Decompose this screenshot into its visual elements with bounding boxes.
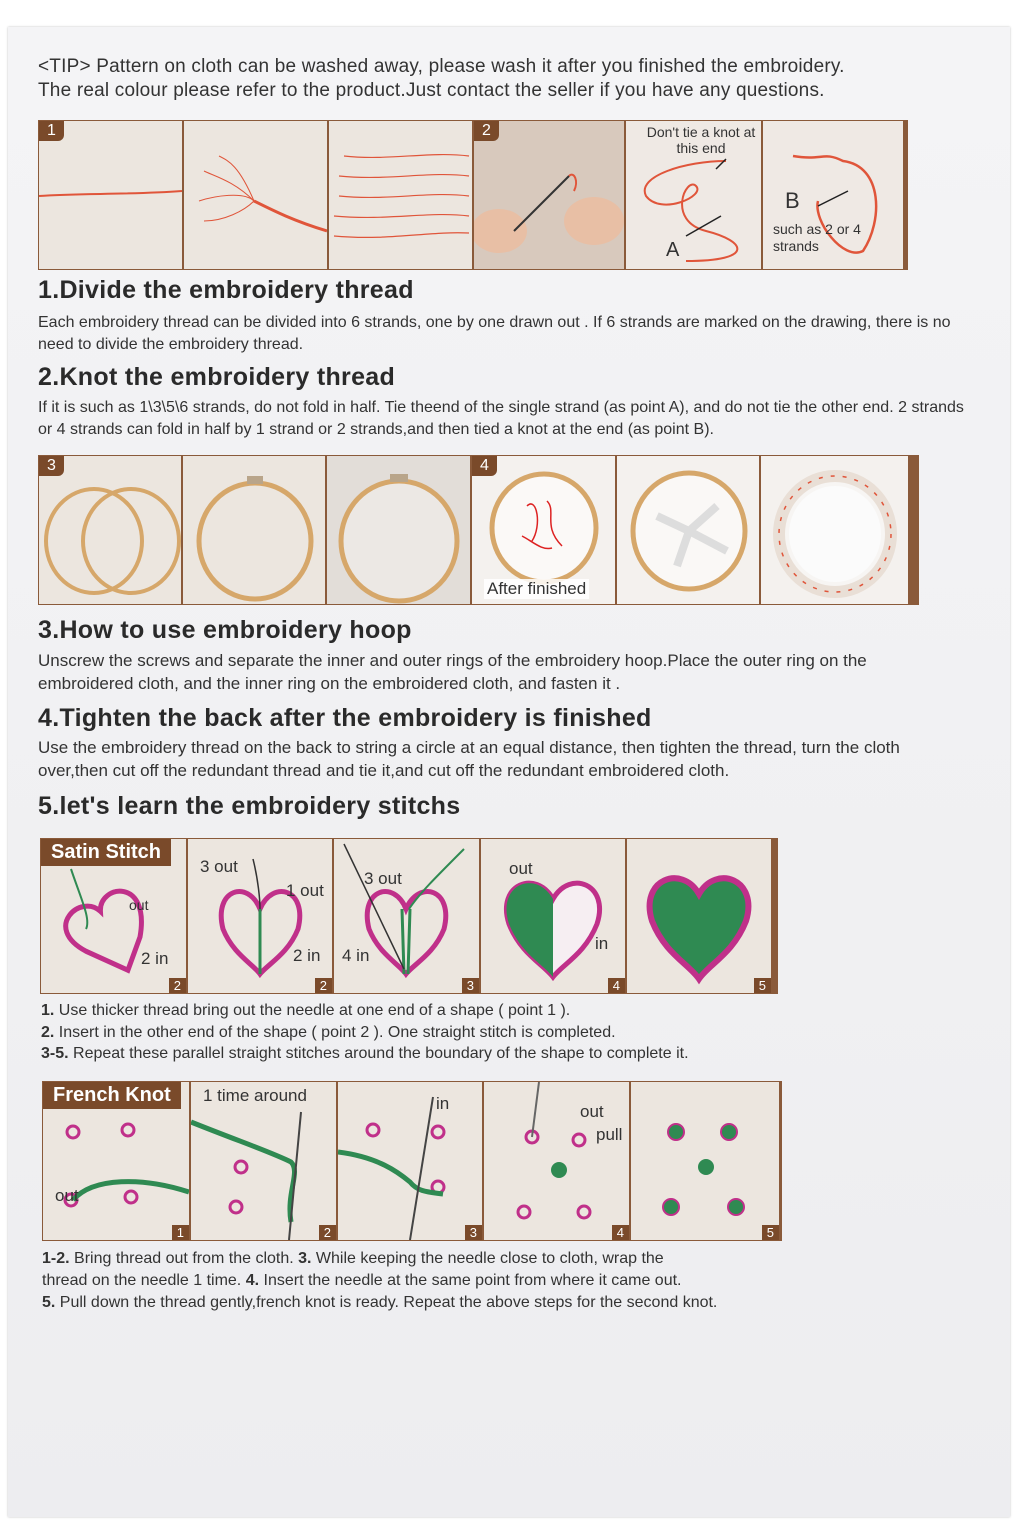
- thread-photo-strip: [38, 120, 908, 270]
- satin-photo-2: [188, 839, 332, 993]
- satin-num-4: 4: [608, 978, 625, 993]
- french-num-2: 2: [319, 1225, 336, 1240]
- satin-2-out1-label: 1 out: [286, 881, 324, 900]
- thread-whole-drawing: [39, 121, 182, 269]
- step-badge-2: 2: [474, 121, 499, 141]
- hoop-rings-drawing: [39, 456, 181, 604]
- french-num-5: 5: [762, 1225, 779, 1240]
- satin-num-5: 5: [754, 978, 771, 993]
- hoop-cloth-drawing: [327, 456, 470, 604]
- photo-knot-a: [626, 121, 761, 269]
- french-t4: Insert the needle at the same point from where it came out.: [259, 1272, 682, 1289]
- french-5-drawing: [631, 1082, 779, 1240]
- satin-num-2: 2: [315, 978, 332, 993]
- french-n12: 1-2.: [42, 1250, 70, 1267]
- photo-back-gathered: [617, 456, 759, 604]
- knot-note: Don't tie a knot at this end: [646, 124, 756, 156]
- step-badge-4: 4: [472, 456, 497, 476]
- satin-stitch-tag: Satin Stitch: [41, 839, 171, 866]
- satin-step-1-num: 1.: [41, 1002, 55, 1019]
- satin-step-1: [41, 1000, 941, 1022]
- hoop-outer-drawing: [183, 456, 325, 604]
- photo-thread-splitting: [184, 121, 327, 269]
- photo-after-finished: [472, 456, 615, 604]
- section1-heading: 1.Divide the embroidery thread: [38, 276, 414, 304]
- photo-threading-needle: [474, 121, 624, 269]
- satin-step-3-text: Repeat these parallel straight stitches around the boundary of the shape to complete it.: [68, 1045, 689, 1062]
- satin-step-1-text: Use thicker thread bring out the needle at one end of a shape ( point 1 ).: [54, 1002, 571, 1019]
- section1-body: Each embroidery thread can be divided into 6 strands, one by one drawn out . If 6 strands are marked on the drawing, there is no need to divide the embroidery thread.: [38, 314, 951, 353]
- french-t3b: thread on the needle 1 time.: [42, 1272, 246, 1289]
- section4-body: Use the embroidery thread on the back to string a circle at an equal distance, then tighten the thread, turn the cloth over,then cut off the redundant thread and tie it,and cut off the redundant embroidered cloth.: [38, 738, 900, 780]
- satin-3-in4-label: 4 in: [342, 946, 370, 965]
- french-1-out-label: out: [55, 1186, 79, 1205]
- french-4-pull-label: pull: [596, 1125, 623, 1144]
- satin-3-out3-label: 3 out: [364, 869, 402, 888]
- satin-1-out-label: out: [129, 897, 149, 913]
- tip-prefix: <TIP>: [38, 56, 91, 77]
- section2-body: If it is such as 1\3\5\6 strands, do not fold in half. Tie theend of the single strand (as point A), and do not tie the other end. 2 strands or 4 strands can fold in half by 1 strand or 2 strands,and then tied a knot at the end (as point B).: [38, 399, 964, 438]
- french-t5: Pull down the thread gently,french knot is ready. Repeat the above steps for the second knot.: [55, 1294, 718, 1311]
- satin-1-in-label: 2 in: [141, 949, 169, 968]
- satin-photo-5: [627, 839, 771, 993]
- point-a-label: A: [666, 239, 680, 261]
- french-photo-3: [338, 1082, 482, 1240]
- photo-knot-b: [763, 121, 903, 269]
- instruction-sheet: [8, 27, 1010, 1517]
- french-3-in-label: in: [436, 1094, 450, 1113]
- satin-step-3: [41, 1043, 941, 1065]
- photo-thread-strands: [329, 121, 472, 269]
- satin-step-2: [41, 1022, 941, 1044]
- french-photo-4: [484, 1082, 629, 1240]
- french-4-drawing: [484, 1082, 629, 1240]
- satin-photo-1: [41, 839, 186, 993]
- satin-3-drawing: [334, 839, 479, 993]
- section4-heading: 4.Tighten the back after the embroidery is finished: [38, 704, 652, 732]
- french-n4: 4.: [245, 1272, 260, 1289]
- french-4-out-label: out: [580, 1102, 604, 1121]
- photo-hoop-outer: [183, 456, 325, 604]
- step-badge-1: 1: [39, 121, 64, 141]
- back-gathered-drawing: [617, 456, 759, 604]
- satin-steps: [41, 1000, 941, 1065]
- satin-step-3-num: 3-5.: [41, 1045, 69, 1062]
- strand-note: such as 2 or 4 strands: [773, 221, 861, 254]
- section2-heading: 2.Knot the embroidery thread: [38, 363, 396, 391]
- french-steps: [42, 1248, 942, 1314]
- french-n3: 3.: [298, 1250, 312, 1267]
- french-step-line-1: [42, 1248, 942, 1270]
- hoop-photo-strip: [38, 455, 919, 605]
- french-n5: 5.: [42, 1294, 56, 1311]
- satin-step-2-num: 2.: [41, 1023, 55, 1041]
- satin-stitch-strip: [40, 838, 778, 994]
- step-badge-3: 3: [39, 456, 64, 476]
- satin-2-out3-label: 3 out: [200, 857, 238, 876]
- french-num-4: 4: [612, 1225, 629, 1240]
- thread-split-drawing: [184, 121, 327, 269]
- after-finished-label: After finished: [484, 579, 589, 599]
- french-t3: While keeping the needle close to cloth, wrap the: [311, 1250, 664, 1267]
- french-step-line-3: [42, 1292, 942, 1314]
- french-photo-5: [631, 1082, 779, 1240]
- tip-line2: The real colour please refer to the product.Just contact the seller if you have any questions.: [38, 80, 825, 101]
- french-2-around-label: 1 time around: [203, 1086, 307, 1105]
- section5-heading: 5.let's learn the embroidery stitchs: [38, 792, 461, 820]
- satin-photo-3: [334, 839, 479, 993]
- satin-num-3: 3: [462, 978, 479, 993]
- satin-4-out-label: out: [509, 859, 533, 878]
- satin-4-in-label: in: [595, 934, 609, 953]
- thread-strands-drawing: [329, 121, 472, 269]
- photo-back-tightened: [761, 456, 908, 604]
- satin-step-2-text: Insert in the other end of the shape ( point 2 ). One straight stitch is completed.: [54, 1023, 616, 1041]
- photo-thread-whole: [39, 121, 182, 269]
- photo-hoop-cloth: [327, 456, 470, 604]
- section3-heading: 3.How to use embroidery hoop: [38, 616, 412, 644]
- french-photo-2: [191, 1082, 336, 1240]
- french-num-1: 1: [172, 1225, 189, 1240]
- threading-needle-drawing: [474, 121, 624, 269]
- tip-line1: Pattern on cloth can be washed away, please wash it after you finished the embroidery.: [90, 56, 845, 77]
- french-knot-strip: [42, 1081, 782, 1241]
- satin-num-1: 2: [169, 978, 186, 993]
- satin-4-drawing: [481, 839, 625, 993]
- satin-photo-4: [481, 839, 625, 993]
- french-knot-tag: French Knot: [43, 1082, 181, 1109]
- point-b-label: B: [785, 188, 800, 213]
- satin-2-in2-label: 2 in: [293, 946, 321, 965]
- french-num-3: 3: [465, 1225, 482, 1240]
- back-tightened-drawing: [761, 456, 908, 604]
- section3-body: Unscrew the screws and separate the inner and outer rings of the embroidery hoop.Place the outer ring on the embroidered cloth, and the inner ring on the embroidered cloth, and fasten it .: [38, 651, 867, 693]
- tip-text: [38, 55, 978, 103]
- french-step-line-2: [42, 1270, 942, 1292]
- photo-hoop-rings: [39, 456, 181, 604]
- french-photo-1: [43, 1082, 189, 1240]
- french-t12: Bring thread out from the cloth.: [69, 1250, 299, 1267]
- satin-5-drawing: [627, 839, 771, 993]
- french-3-drawing: [338, 1082, 482, 1240]
